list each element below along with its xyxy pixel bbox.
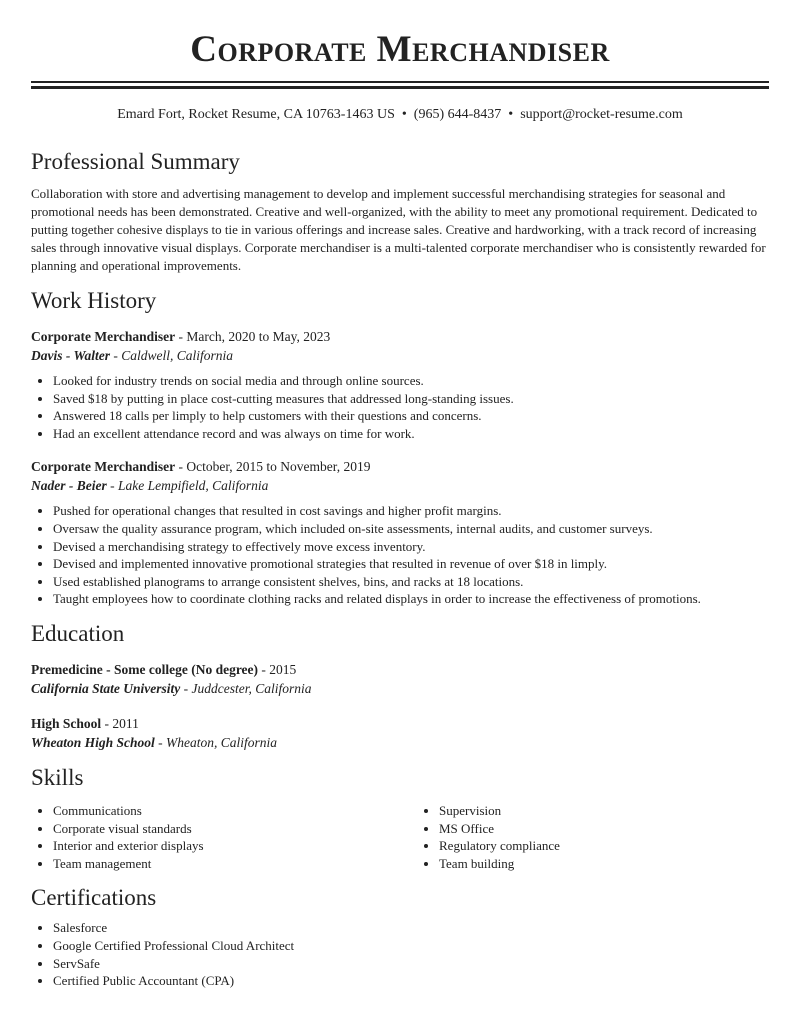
skill-item: • Interior and exterior displays [53, 837, 417, 855]
job-location: - Lake Lempifield, California [106, 478, 269, 494]
job-bullet: • Used established planograms to arrange consistent shelves, bins, and racks at 18 locations. [53, 573, 769, 591]
education-heading: Education [31, 620, 125, 646]
header-divider [31, 81, 769, 89]
education-school: Wheaton High School [31, 734, 155, 750]
skills-list-left [31, 802, 417, 872]
job-company: Nader - Beier [31, 478, 107, 494]
job-bullets [31, 372, 769, 442]
education-degree: High School [31, 715, 102, 731]
education-school: California State University [31, 680, 181, 696]
resume-page [31, 0, 769, 990]
job-title-line [31, 457, 769, 476]
job-title-line [31, 327, 769, 346]
job-bullet: • Pushed for operational changes that resulted in cost savings and higher profit margins. [53, 502, 769, 520]
work-history-heading: Work History [31, 288, 157, 313]
contact-address: Emard Fort, Rocket Resume, CA 10763-1463 US [117, 107, 395, 122]
skill-item: • Supervision [439, 802, 800, 820]
skill-item: • Regulatory compliance [439, 837, 800, 855]
job-bullet: • Taught employees how to coordinate clothing racks and related displays in order to increase the effectiveness of promotions. [53, 590, 769, 608]
job-bullets [31, 502, 769, 608]
job-entry [31, 457, 769, 608]
skill-item: • Corporate visual standards [53, 820, 417, 838]
skills-heading: Skills [31, 764, 84, 790]
job-bullet: • Devised and implemented innovative promotional strategies that resulted in revenue of over $18 in limply. [53, 555, 769, 573]
education-school-line [31, 679, 769, 698]
education-degree-line [31, 714, 769, 733]
job-role: Corporate Merchandiser [31, 459, 176, 475]
education-year: - 2011 [101, 715, 139, 731]
education-entry [31, 714, 769, 752]
job-entry [31, 327, 769, 442]
certification-item: • Certified Public Accountant (CPA) [53, 972, 769, 990]
job-location: - Caldwell, California [110, 348, 234, 363]
job-bullet: • Devised a merchandising strategy to effectively move excess inventory. [53, 538, 769, 556]
job-dates: - October, 2015 to November, 2019 [175, 459, 371, 475]
job-company: Davis - Walter [31, 348, 110, 363]
resume-name: Corporate Merchandiser [190, 29, 610, 70]
contact-line [31, 106, 769, 124]
contact-separator: • [401, 107, 407, 122]
job-bullet: • Had an excellent attendance record and was always on time for work. [53, 425, 769, 443]
education-school-line [31, 733, 769, 752]
skills-list-right [417, 802, 800, 872]
job-role: Corporate Merchandiser [31, 329, 176, 344]
job-dates: - March, 2020 to May, 2023 [175, 329, 331, 344]
job-company-line [31, 346, 769, 365]
skill-item: • MS Office [439, 820, 800, 838]
job-company-line [31, 476, 769, 495]
skill-item: • Team building [439, 855, 800, 873]
skill-item: • Communications [53, 802, 417, 820]
certifications-heading: Certifications [31, 885, 157, 911]
education-degree-line [31, 660, 769, 679]
job-bullet: • Oversaw the quality assurance program, which included on-site assessments, internal audits, and customer surveys. [53, 520, 769, 538]
skills-columns [31, 802, 769, 872]
contact-phone: (965) 644-8437 [413, 107, 502, 122]
education-year: - 2015 [258, 661, 297, 677]
summary-heading: Professional Summary [31, 149, 240, 174]
skill-item: • Team management [53, 855, 417, 873]
education-entry [31, 660, 769, 698]
summary-text: Collaboration with store and advertising management to develop and implement successful merchandising strategies for seasonal and promotional needs has been demonstrated. Creative and well-organized, with the ability to meet any promotional requirement. Dedicated to putting together cohesive displays to tie in various offerings and increase sales. Creative and hardworking, with a track record of increasing sales through innovative visual displays. Corporate merchandiser is a multi-talented corporate merchandiser who is consistently rewarded for planning and operational improvements. [31, 186, 766, 273]
job-bullet: • Saved $18 by putting in place cost-cutting measures that addressed long-standing issues. [53, 390, 769, 408]
education-location: - Juddcester, California [180, 680, 312, 696]
contact-email: support@rocket-resume.com [520, 107, 683, 122]
education-degree: Premedicine - Some college (No degree) [31, 661, 259, 677]
certification-item: • ServSafe [53, 955, 769, 973]
certifications-list [31, 919, 769, 989]
contact-separator: • [508, 107, 514, 122]
job-bullet: • Answered 18 calls per limply to help customers with their questions and concerns. [53, 407, 769, 425]
job-bullet: • Looked for industry trends on social media and through online sources. [53, 372, 769, 390]
certification-item: • Google Certified Professional Cloud Architect [53, 937, 769, 955]
education-location: - Wheaton, California [154, 734, 278, 750]
certification-item: • Salesforce [53, 919, 769, 937]
